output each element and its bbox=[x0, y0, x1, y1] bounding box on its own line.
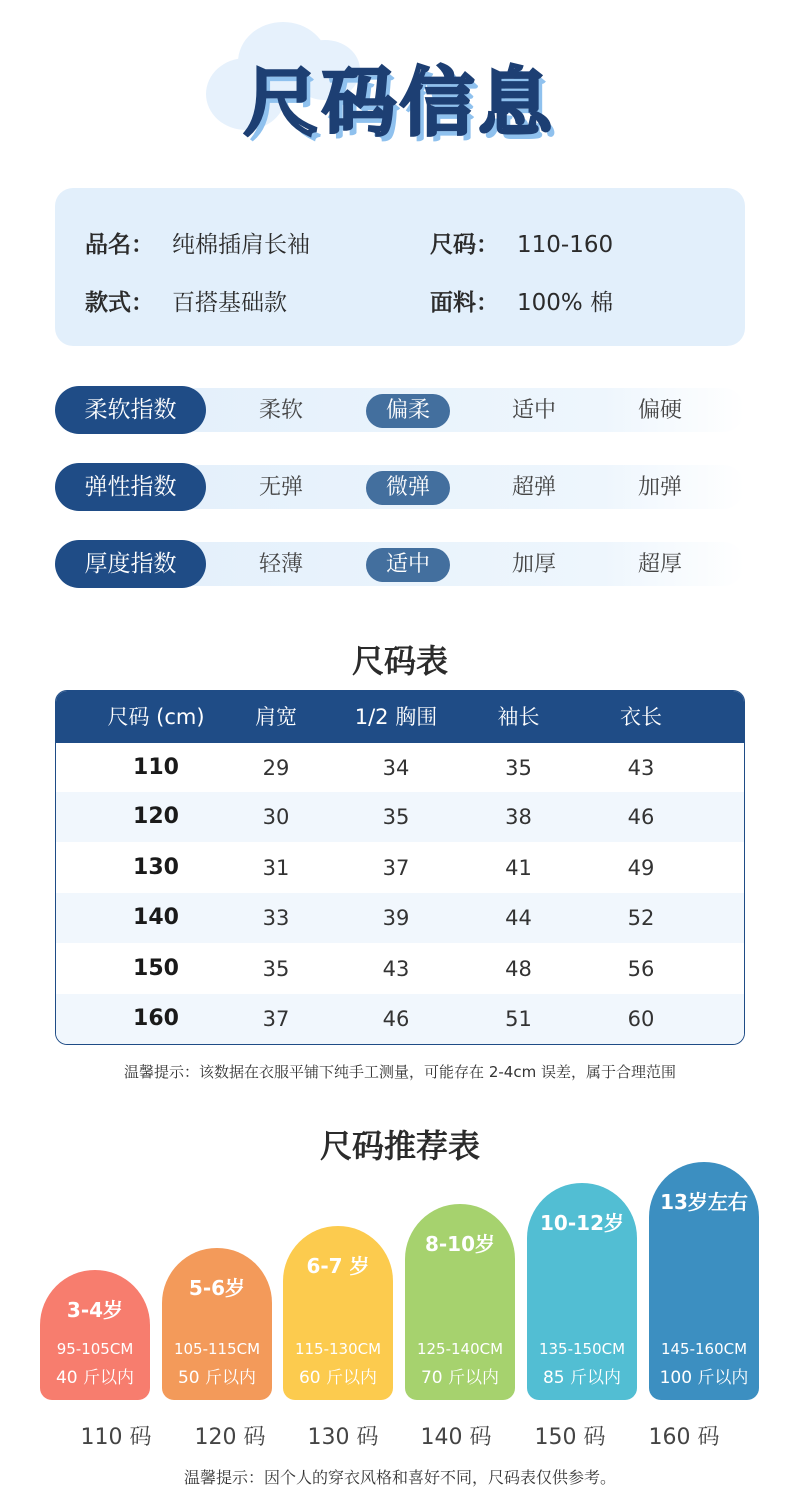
table-row bbox=[56, 944, 744, 994]
product-name-key: 品名： bbox=[85, 232, 154, 258]
size-table-title: 尺码表 bbox=[351, 642, 448, 680]
thickness-option: 轻薄 bbox=[258, 552, 303, 577]
table-cell: 48 bbox=[505, 957, 532, 981]
header-cell: 衣长 bbox=[620, 705, 662, 729]
recommend-bar-120 bbox=[162, 1248, 272, 1400]
table-row bbox=[56, 994, 744, 1044]
softness-option: 偏硬 bbox=[637, 398, 682, 423]
table-cell: 56 bbox=[627, 957, 655, 981]
table-row bbox=[56, 843, 744, 893]
table-cell: 150 bbox=[133, 956, 179, 981]
table-cell: 31 bbox=[262, 856, 290, 880]
product-size-value: 110-160 bbox=[517, 232, 614, 258]
recommend-height: 135-150CM bbox=[538, 1340, 626, 1358]
product-size-key: 尺码： bbox=[430, 232, 499, 258]
recommend-size-label: 140 码 bbox=[420, 1425, 492, 1450]
table-cell: 35 bbox=[505, 756, 532, 780]
table-cell: 34 bbox=[382, 756, 410, 780]
recommend-size-label: 110 码 bbox=[80, 1425, 152, 1450]
product-size bbox=[430, 226, 613, 259]
recommend-age: 6-7 岁 bbox=[306, 1254, 370, 1278]
recommend-bar-140 bbox=[405, 1204, 515, 1400]
recommend-bar-130 bbox=[283, 1226, 393, 1400]
product-fabric-value: 100% 棉 bbox=[517, 290, 614, 316]
page-title: 尺码信息 bbox=[244, 60, 556, 146]
table-cell: 37 bbox=[262, 1007, 290, 1031]
header-cell: 袖长 bbox=[497, 705, 540, 729]
product-info-card bbox=[55, 188, 745, 346]
header-cell: 1/2 胸围 bbox=[354, 705, 438, 729]
header-cell: 肩宽 bbox=[255, 705, 297, 729]
recommend-weight: 85 斤以内 bbox=[542, 1368, 622, 1388]
product-fabric-key: 面料： bbox=[430, 290, 499, 316]
table-cell: 43 bbox=[382, 957, 410, 981]
product-style-value: 百搭基础款 bbox=[172, 290, 287, 316]
header-banner bbox=[0, 0, 800, 170]
elasticity-option: 超弹 bbox=[511, 475, 556, 500]
thickness-option: 加厚 bbox=[511, 552, 556, 577]
table-row bbox=[56, 743, 744, 793]
table-header bbox=[56, 691, 744, 743]
recommend-height: 125-140CM bbox=[416, 1340, 504, 1358]
size-table bbox=[55, 690, 745, 1045]
table-cell: 120 bbox=[133, 804, 179, 829]
table-cell: 51 bbox=[505, 1007, 532, 1031]
table-cell: 130 bbox=[133, 855, 179, 880]
recommend-weight: 100 斤以内 bbox=[659, 1368, 749, 1388]
softness-option: 适中 bbox=[511, 398, 556, 423]
product-name bbox=[85, 226, 310, 259]
recommend-height: 105-115CM bbox=[173, 1340, 261, 1358]
product-style-key: 款式： bbox=[85, 290, 154, 316]
recommend-age: 13岁左右 bbox=[660, 1190, 748, 1214]
recommend-note: 温馨提示：因个人的穿衣风格和喜好不同，尺码表仅供参考。 bbox=[183, 1468, 616, 1487]
table-cell: 30 bbox=[262, 805, 290, 829]
table-cell: 49 bbox=[627, 856, 655, 880]
product-style bbox=[85, 284, 287, 317]
thickness-index-label: 厚度指数 bbox=[55, 540, 206, 588]
table-cell: 160 bbox=[133, 1006, 179, 1031]
table-cell: 46 bbox=[382, 1007, 410, 1031]
product-fabric bbox=[430, 284, 613, 317]
table-cell: 37 bbox=[382, 856, 410, 880]
table-row bbox=[56, 792, 744, 842]
table-cell: 52 bbox=[627, 906, 655, 930]
table-cell: 43 bbox=[627, 756, 655, 780]
softness-index-row bbox=[55, 386, 745, 434]
table-cell: 35 bbox=[382, 805, 410, 829]
elasticity-index-row bbox=[55, 463, 745, 511]
header-cell: 尺码 (cm) bbox=[107, 705, 205, 729]
table-cell: 33 bbox=[262, 906, 290, 930]
recommend-age: 10-12岁 bbox=[540, 1211, 624, 1235]
table-row bbox=[56, 893, 744, 943]
elasticity-option: 加弹 bbox=[637, 475, 682, 500]
measurement-note: 温馨提示：该数据在衣服平铺下纯手工测量，可能存在 2-4cm 误差，属于合理范围 bbox=[124, 1063, 676, 1081]
recommend-weight: 50 斤以内 bbox=[177, 1368, 257, 1388]
table-cell: 60 bbox=[627, 1007, 655, 1031]
table-cell: 140 bbox=[133, 905, 179, 930]
table-cell: 38 bbox=[505, 805, 532, 829]
thickness-option-selected: 适中 bbox=[366, 548, 450, 582]
recommend-bar-150 bbox=[527, 1183, 637, 1400]
recommend-size-label: 120 码 bbox=[194, 1425, 266, 1450]
elasticity-index-label: 弹性指数 bbox=[55, 463, 206, 511]
recommend-age: 8-10岁 bbox=[424, 1232, 496, 1256]
thickness-option: 超厚 bbox=[637, 552, 682, 577]
table-cell: 46 bbox=[627, 805, 655, 829]
softness-option: 柔软 bbox=[258, 398, 303, 423]
recommend-size-label: 160 码 bbox=[648, 1425, 720, 1450]
thickness-index-row bbox=[55, 540, 745, 588]
recommend-height: 115-130CM bbox=[294, 1340, 382, 1358]
table-cell: 29 bbox=[262, 756, 290, 780]
recommend-height: 145-160CM bbox=[660, 1340, 748, 1358]
elasticity-option-selected: 微弹 bbox=[366, 471, 450, 505]
softness-index-label: 柔软指数 bbox=[55, 386, 206, 434]
table-cell: 110 bbox=[133, 755, 179, 780]
elasticity-option: 无弹 bbox=[258, 475, 303, 500]
recommend-weight: 70 斤以内 bbox=[420, 1368, 500, 1388]
product-name-value: 纯棉插肩长袖 bbox=[172, 232, 310, 258]
table-cell: 35 bbox=[262, 957, 290, 981]
recommend-title: 尺码推荐表 bbox=[319, 1127, 480, 1165]
table-cell: 39 bbox=[382, 906, 410, 930]
recommend-height: 95-105CM bbox=[56, 1340, 134, 1358]
recommend-weight: 60 斤以内 bbox=[298, 1368, 378, 1388]
recommend-bar-110 bbox=[40, 1270, 150, 1400]
table-cell: 41 bbox=[505, 856, 532, 880]
recommend-age: 3-4岁 bbox=[66, 1298, 124, 1322]
recommend-weight: 40 斤以内 bbox=[55, 1368, 135, 1388]
recommend-age: 5-6岁 bbox=[188, 1276, 246, 1300]
recommend-size-label: 130 码 bbox=[307, 1425, 379, 1450]
recommend-bar-160 bbox=[649, 1162, 759, 1400]
softness-option-selected: 偏柔 bbox=[366, 394, 450, 428]
recommend-size-label: 150 码 bbox=[534, 1425, 606, 1450]
table-cell: 44 bbox=[505, 906, 532, 930]
